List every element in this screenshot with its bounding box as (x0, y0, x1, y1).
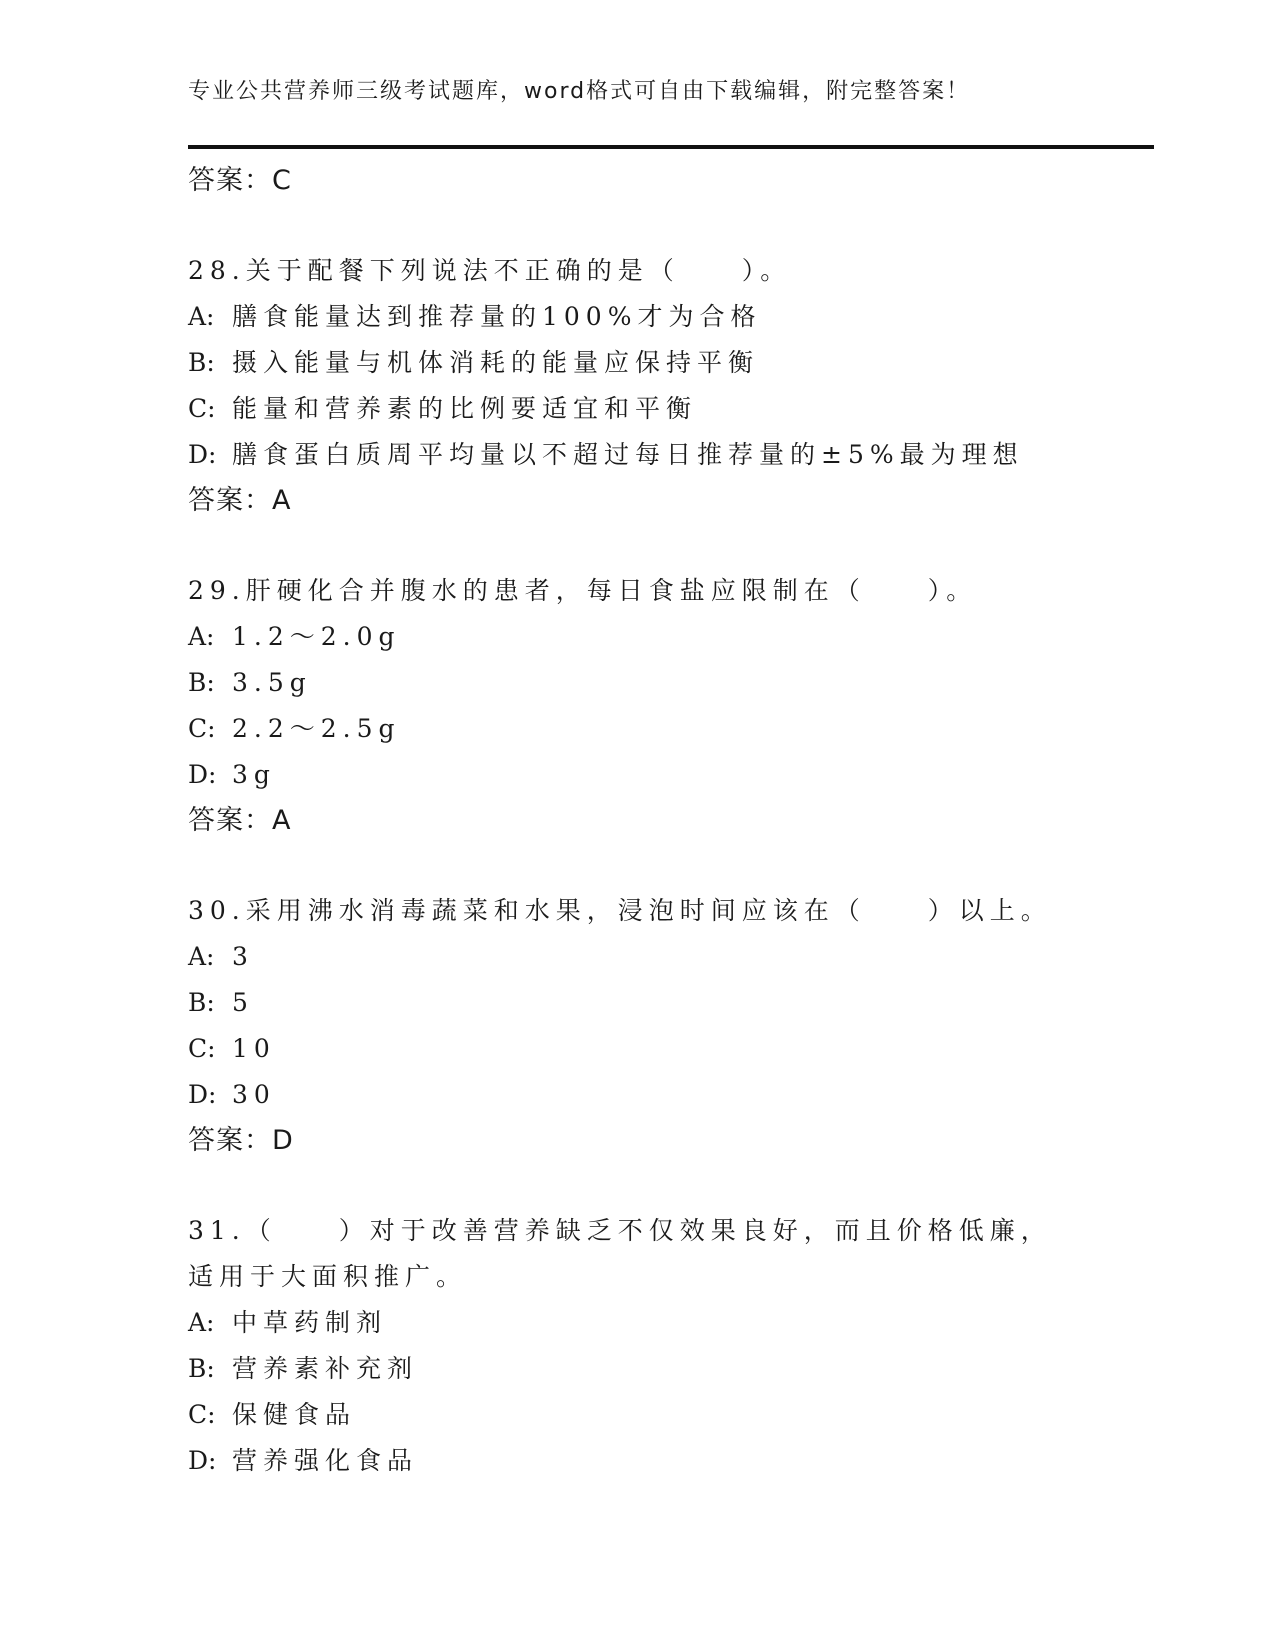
option-d (188, 752, 1088, 798)
option-key: C: (188, 394, 216, 423)
question-28 (188, 248, 1088, 524)
option-text: 营养强化食品 (232, 1446, 419, 1475)
option-key: C: (188, 1400, 216, 1429)
option-key: B: (188, 668, 215, 697)
option-b (188, 980, 1088, 1026)
option-text: 保健食品 (232, 1400, 357, 1429)
option-key: B: (188, 348, 215, 377)
option-b (188, 660, 1088, 706)
option-key: A: (188, 622, 215, 651)
option-a (188, 294, 1088, 340)
option-a (188, 614, 1088, 660)
option-text: 摄入能量与机体消耗的能量应保持平衡 (232, 348, 760, 377)
option-text: 3 (232, 942, 254, 971)
option-key: C: (188, 714, 216, 743)
question-stem: 30.采用沸水消毒蔬菜和水果，浸泡时间应该在（ ）以上。 (188, 896, 1052, 925)
option-text: 2.2～2.5g (232, 714, 401, 743)
option-b (188, 340, 1088, 386)
option-key: A: (188, 302, 215, 331)
option-key: A: (188, 942, 215, 971)
option-key: C: (188, 1034, 216, 1063)
option-key: B: (188, 988, 215, 1017)
page-header: 专业公共营养师三级考试题库，word格式可自由下载编辑，附完整答案！ (188, 79, 971, 104)
option-text: 3g (232, 760, 276, 789)
question-stem: 31.（ ）对于改善营养缺乏不仅效果良好，而且价格低廉，适用于大面积推广。 (188, 1216, 1052, 1291)
option-a (188, 1300, 1088, 1346)
question-stem: 29.肝硬化合并腹水的患者，每日食盐应限制在（ ）。 (188, 576, 978, 605)
option-text: 5 (232, 988, 254, 1017)
option-c (188, 1026, 1088, 1072)
option-c (188, 706, 1088, 752)
answer-line: 答案：C (188, 165, 292, 196)
question-list (188, 158, 1088, 1484)
answer-line: 答案：A (188, 485, 292, 516)
option-d (188, 1438, 1088, 1484)
option-key: A: (188, 1308, 215, 1337)
option-text: 营养素补充剂 (232, 1354, 419, 1383)
option-text: 3.5g (232, 668, 312, 697)
option-text: 10 (232, 1034, 276, 1063)
option-key: D: (188, 1080, 217, 1109)
question-31 (188, 1208, 1088, 1484)
header-divider (188, 145, 1154, 149)
option-b (188, 1346, 1088, 1392)
option-d (188, 1072, 1088, 1118)
option-key: D: (188, 440, 217, 469)
option-key: B: (188, 1354, 215, 1383)
option-text: 30 (232, 1080, 276, 1109)
option-key: D: (188, 1446, 217, 1475)
option-text: 中草药制剂 (232, 1308, 388, 1337)
question-30 (188, 888, 1088, 1164)
option-text: 膳食蛋白质周平均量以不超过每日推荐量的±5%最为理想 (232, 440, 1024, 469)
option-text: 能量和营养素的比例要适宜和平衡 (232, 394, 698, 423)
option-text: 膳食能量达到推荐量的100%才为合格 (232, 302, 762, 331)
question-29 (188, 568, 1088, 844)
option-d (188, 432, 1088, 478)
option-c (188, 386, 1088, 432)
option-text: 1.2～2.0g (232, 622, 401, 651)
option-a (188, 934, 1088, 980)
answer-line: 答案：D (188, 1125, 294, 1156)
question-stem: 28.关于配餐下列说法不正确的是（ ）。 (188, 256, 792, 285)
option-c (188, 1392, 1088, 1438)
option-key: D: (188, 760, 217, 789)
answer-line: 答案：A (188, 805, 292, 836)
